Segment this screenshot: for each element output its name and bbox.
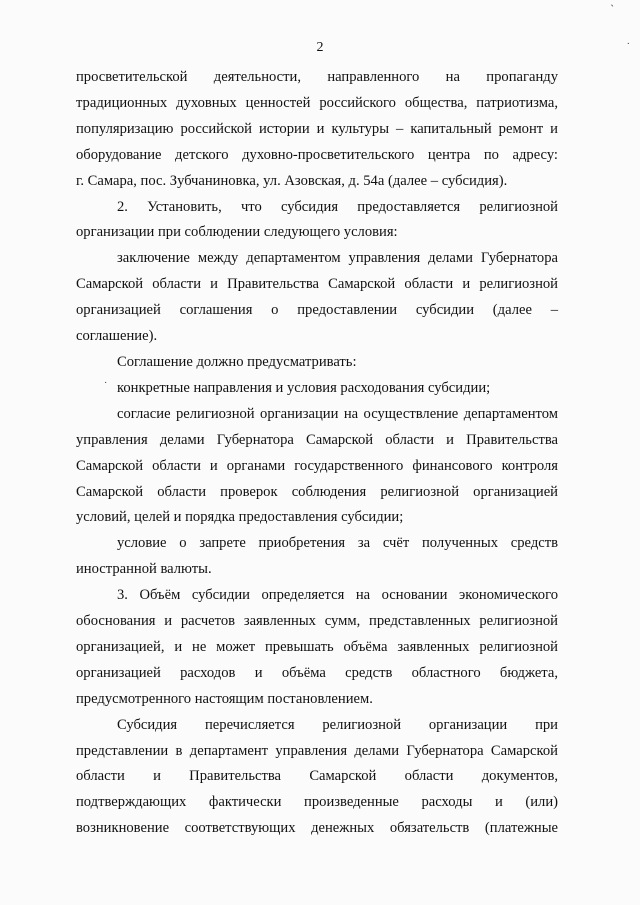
text-line: подтверждающих фактически произведенные расходы и (или) <box>76 794 558 811</box>
text-line: популяризацию российской истории и культуры – капитальный ремонт и <box>76 120 558 137</box>
text-line: оборудование детского духовно-просветительского центра по адресу: <box>76 146 558 163</box>
text-line: организацией соглашения о предоставлении субсидии (далее – <box>76 302 558 319</box>
paragraph-start-line: конкретные направления и условия расходования субсидии; <box>117 379 491 396</box>
text-line: соглашение). <box>76 328 158 345</box>
text-line: иностранной валюты. <box>76 561 212 578</box>
paragraph-start-line: 3. Объём субсидии определяется на основании экономического <box>117 587 558 604</box>
text-line: традиционных духовных ценностей российского общества, патриотизма, <box>76 94 558 111</box>
text-line: Самарской области и органами государственного финансового контроля <box>76 457 558 474</box>
text-line: просветительской деятельности, направленного на пропаганду <box>76 69 558 85</box>
text-line: организацией расходов и объёма средств областного бюджета, <box>76 664 558 681</box>
text-line: Самарской области проверок соблюдения религиозной организацией <box>76 483 558 500</box>
scan-mark: · <box>626 38 630 49</box>
text-line: организацией, и не может превышать объёма заявленных религиозной <box>76 638 558 655</box>
text-line: представлении в департамент управления делами Губернатора Самарской <box>76 742 558 759</box>
text-line: Самарской области и Правительства Самарской области и религиозной <box>76 276 558 293</box>
text-line: возникновение соответствующих денежных обязательств (платежные <box>76 820 558 837</box>
text-line: области и Правительства Самарской области документов, <box>76 768 558 785</box>
paragraph-start-line: 2. Установить, что субсидия предоставляется религиозной <box>117 198 558 215</box>
text-line: управления делами Губернатора Самарской области и Правительства <box>76 431 558 448</box>
paragraph-start-line: Соглашение должно предусматривать: <box>117 353 357 370</box>
document-body <box>76 65 558 842</box>
paragraph-start-line: условие о запрете приобретения за счёт полученных средств <box>117 535 558 552</box>
text-line: г. Самара, пос. Зубчаниновка, ул. Азовская, д. 54а (далее – субсидия). <box>76 172 508 189</box>
scan-mark: · <box>104 377 108 388</box>
text-line: предусмотренного настоящим постановлением. <box>76 690 373 707</box>
text-line: условий, целей и порядка предоставления субсидии; <box>76 509 404 526</box>
text-line: организации при соблюдении следующего условия: <box>76 224 398 241</box>
scan-mark: ` <box>610 4 614 16</box>
page-number: 2 <box>316 40 324 55</box>
paragraph-start-line: согласие религиозной организации на осуществление департаментом <box>117 405 558 422</box>
paragraph-start-line: Субсидия перечисляется религиозной организации при <box>117 716 558 733</box>
paragraph-start-line: заключение между департаментом управления делами Губернатора <box>117 250 558 267</box>
text-line: обоснования и расчетов заявленных сумм, представленных религиозной <box>76 613 558 630</box>
